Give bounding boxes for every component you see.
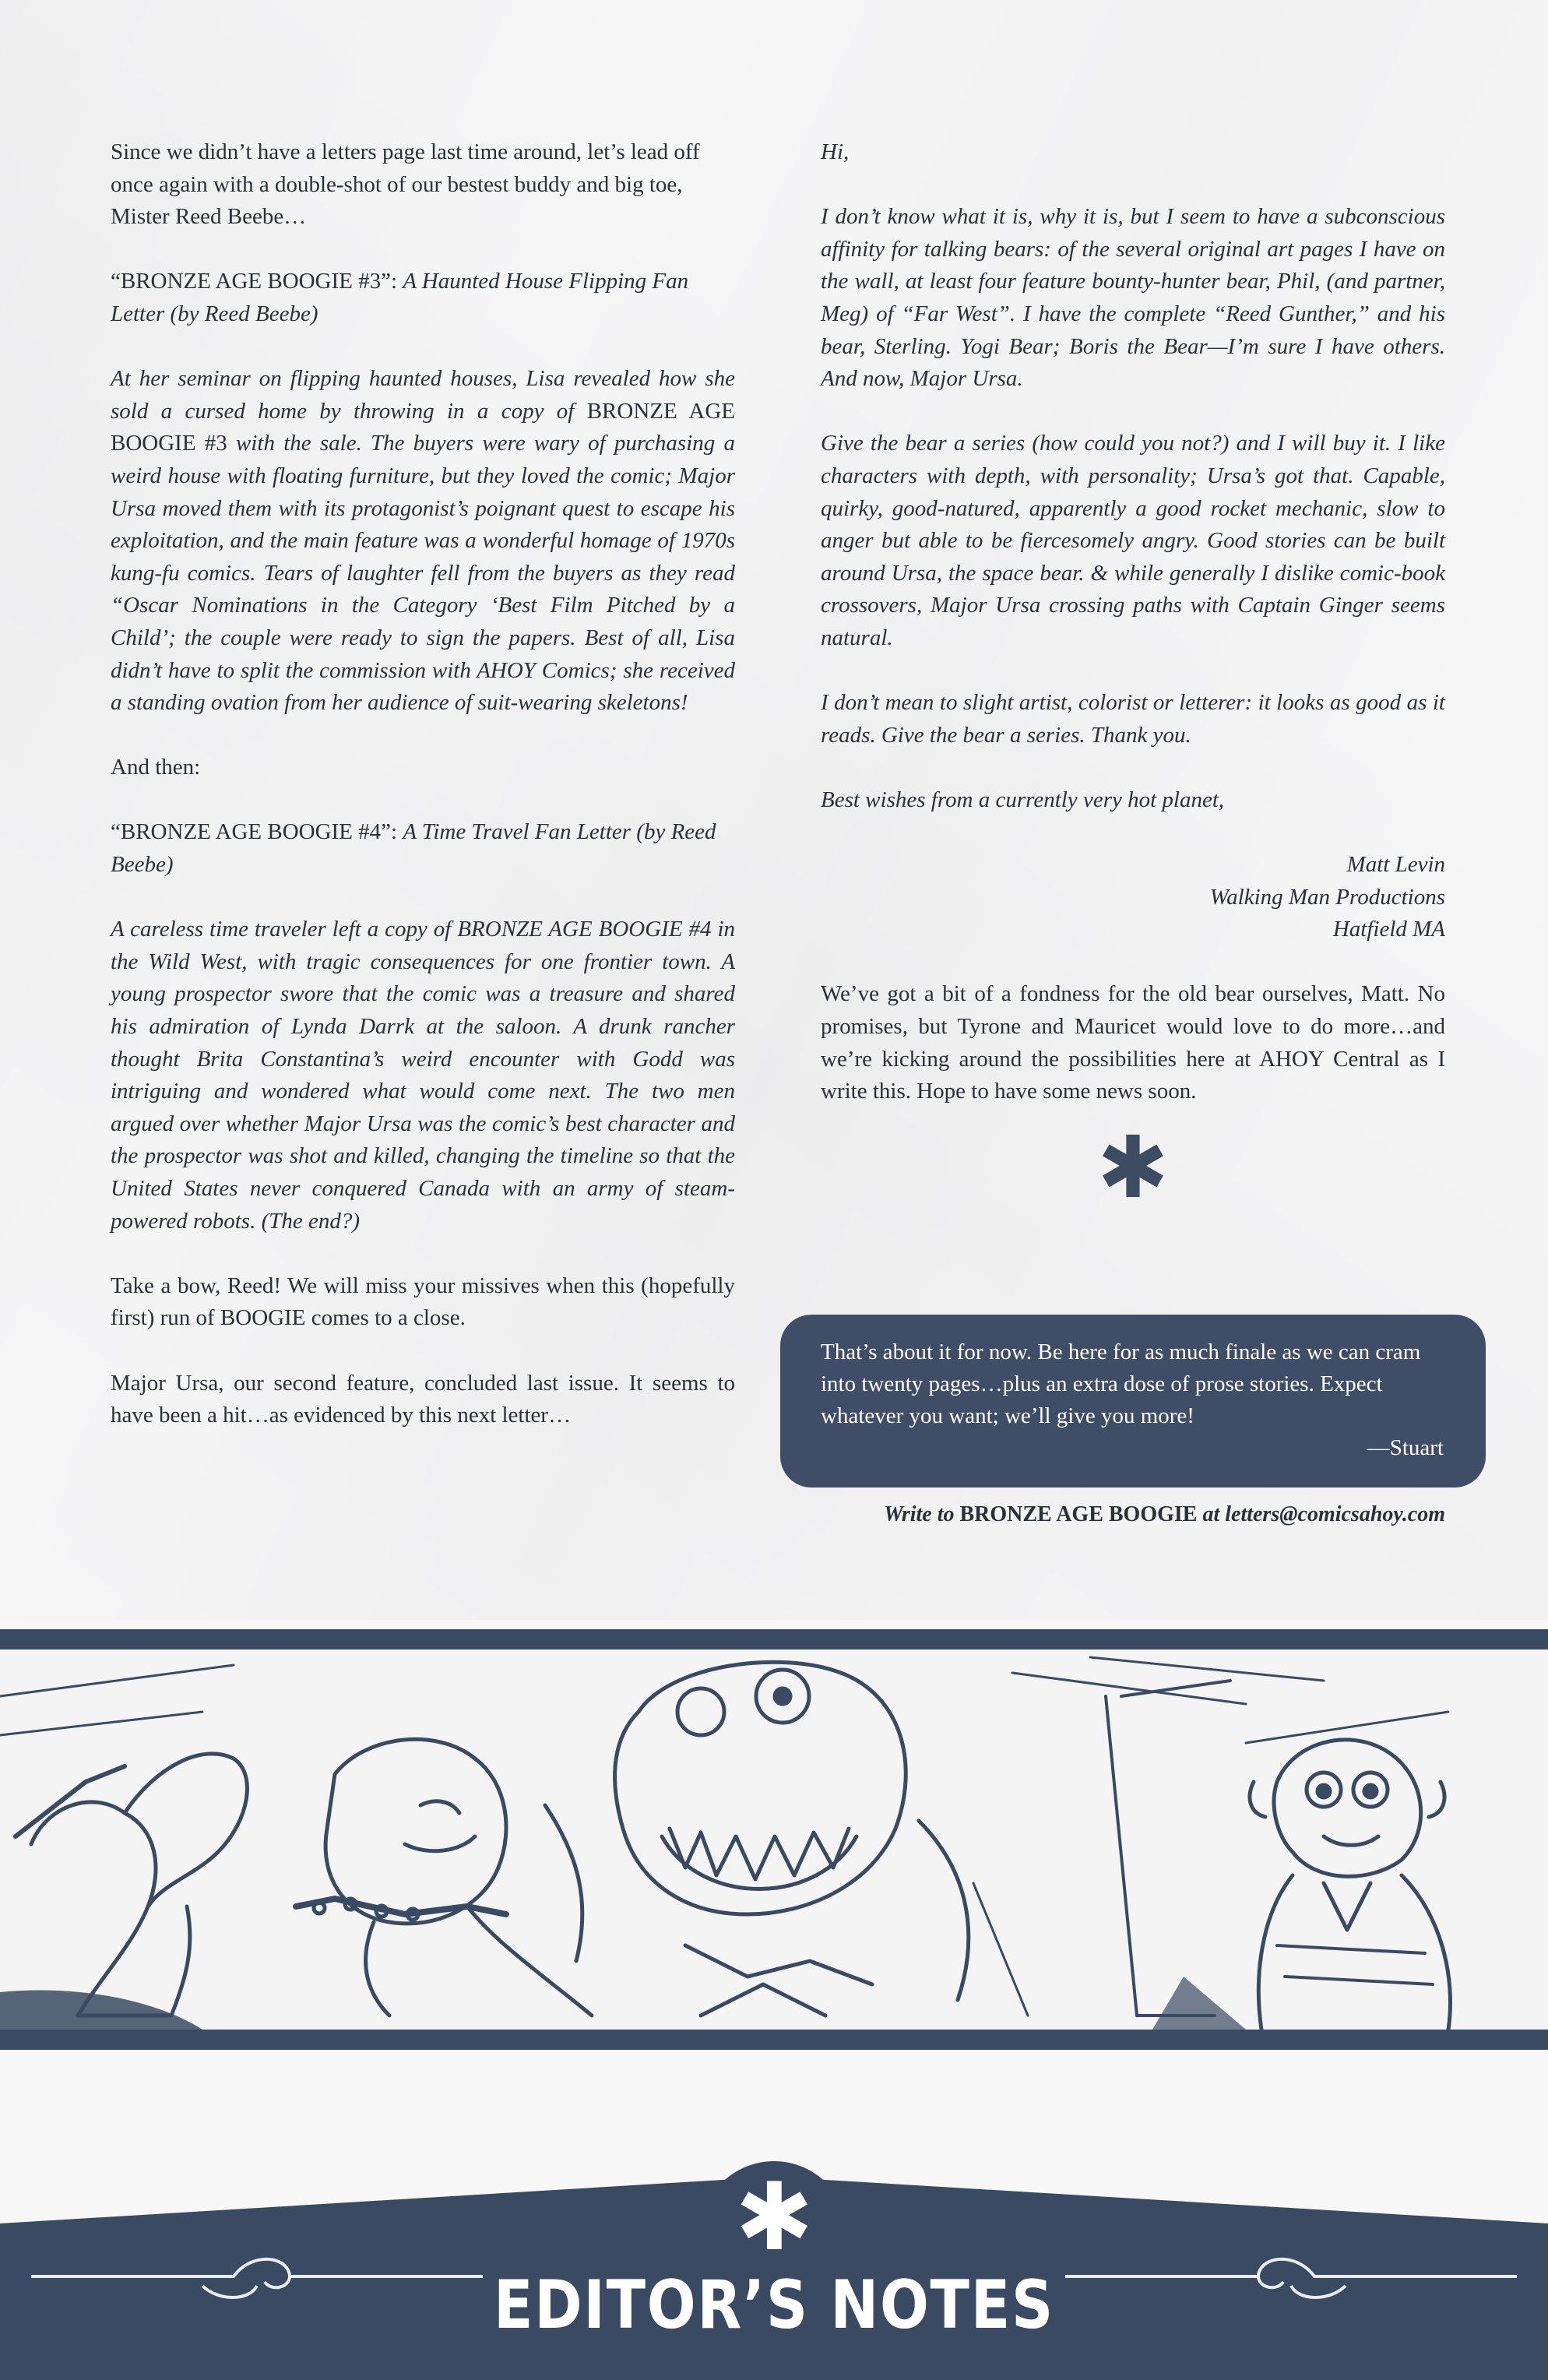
editors-notes-banner: [0, 2161, 1548, 2380]
banner-title: EDITOR’S NOTES: [494, 2266, 1054, 2344]
letter-body-3: [111, 363, 735, 720]
letter-paragraph-2: Give the bear a series (how could you not?) and I will buy it. I like characters with depth, with personality; Ursa’s got that. Capable, quirky, good-natured, apparently a good rocket mechanic, slow to anger but able to be fiercesomely angry. Good stories can be built around Ursa, the space bear. & while generally I dislike comic-book crossovers, Major Ursa crossing paths with Captain Ginger seems natural.: [821, 431, 1445, 650]
reply-reed: Take a bow, Reed! We will miss your missives when this (hopefully first) run of BOOGIE comes to a close.: [111, 1273, 735, 1331]
letter-subtitle-4: A Time Travel Fan Letter (by Reed Beebe): [111, 819, 716, 878]
banner-asterisk-icon: ✱: [735, 2163, 814, 2272]
letter-body-3b: with the sale. The buyers were wary of purchasing a weird house with floating furniture, but they loved the comic; Major Ursa moved them with its protagonist’s poignant quest to escape his exploitation, and the main feature was a wonderful homage of 1970s kung-fu comics. Tears of laughter fell from the buyers as they read “Oscar Nominations in the Category ‘Best Film Pitched by a Child’; the couple were ready to sign the papers. Best of all, Lisa didn’t have to split the commission with AHOY Comics; she received a standing ovation from her audience of suit-wearing skeletons!: [111, 431, 736, 716]
letter-body-3-caps: BRONZE AGE BOOGIE #3: [111, 398, 736, 456]
signature-place: Hatfield MA: [1332, 917, 1445, 942]
signoff-text: That’s about it for now. Be here for as much finale as we can cram into twenty pages…plus an extra dose of prose stories. Expect whatever you want; we’ll give you more!: [821, 1340, 1421, 1428]
letter-body-4: A careless time traveler left a copy of BRONZE AGE BOOGIE #4 in the Wild West, with tragic consequences for one frontier town. A young prospector swore that the comic was a treasure and shared his admiration of Lynda Darrk at the saloon. A drunk rancher thought Brita Constantina’s weird encounter with Godd was intriguing and wondered what would come next. The two men argued over whether Major Ursa was the comic’s best character and the prospector was shot and killed, changing the timeline so that the United States never conquered Canada with an army of steam-powered robots. (The end?): [111, 917, 735, 1234]
letter-heading-4: [111, 816, 735, 881]
letter-title-3: “BRONZE AGE BOOGIE #3”:: [111, 269, 398, 294]
comic-illustration: [0, 1649, 1548, 2030]
letter-heading-3: [111, 266, 735, 330]
letter-subtitle-3: A Haunted House Flipping Fan Letter (by Reed Beebe): [111, 269, 689, 326]
write-to-line: [821, 1499, 1445, 1530]
and-then-text: And then:: [111, 755, 201, 780]
signoff-box: [780, 1315, 1486, 1488]
signature-name: Matt Levin: [1346, 852, 1445, 878]
letter-signature: [821, 849, 1445, 946]
letter-body-3a: At her seminar on flipping haunted houses, Lisa revealed how she sold a cursed home by throwing in a copy of: [111, 366, 735, 424]
art-panel-frame: [0, 1629, 1548, 2050]
letter-paragraph-1: I don’t know what it is, why it is, but I seem to have a subconscious affinity for talking bears: of the several original art pages I have on the wall, at least four feature bounty-hunter bear, Phil, (and partner, Meg) of “Far West”. I have the complete “Reed Gunther,” and his bear, Sterling. Yogi Bear; Boris the Bear—I’m sure I have others. And now, Major Ursa.: [821, 204, 1445, 392]
asterisk-divider-icon: ✱: [1096, 1118, 1170, 1218]
letter-closing: Best wishes from a currently very hot planet,: [821, 787, 1225, 812]
major-ursa-intro: Major Ursa, our second feature, concluded last issue. It seems to have been a hit…as evidenced by this next letter…: [111, 1370, 735, 1428]
letter-greeting: Hi,: [821, 139, 850, 164]
editor-reply: We’ve got a bit of a fondness for the old bear ourselves, Matt. No promises, but Tyrone and Mauricet would love to do more…and we’re kicking around the possibilities here at AHOY Central as I write this. Hope to have some news soon.: [821, 981, 1445, 1104]
letter-title-4: “BRONZE AGE BOOGIE #4”:: [111, 819, 398, 845]
intro-paragraph: Since we didn’t have a letters page last time around, let’s lead off once again with a double-shot of our bestest buddy and big toe, Mister Reed Beebe…: [111, 139, 700, 230]
write-to-prefix: Write to: [884, 1502, 955, 1526]
comic-art-panel: [0, 1649, 1548, 2030]
write-to-title: BRONZE AGE BOOGIE: [959, 1502, 1198, 1526]
right-column: [821, 136, 1445, 1218]
signoff-author: —Stuart: [1367, 1435, 1444, 1460]
left-column: [111, 136, 735, 1464]
write-to-email[interactable]: at letters@comicsahoy.com: [1202, 1502, 1445, 1526]
signature-company: Walking Man Productions: [1209, 884, 1445, 910]
letter-paragraph-3: I don’t mean to slight artist, colorist or letterer: it looks as good as it reads. Give the bear a series. Thank you.: [821, 690, 1445, 748]
